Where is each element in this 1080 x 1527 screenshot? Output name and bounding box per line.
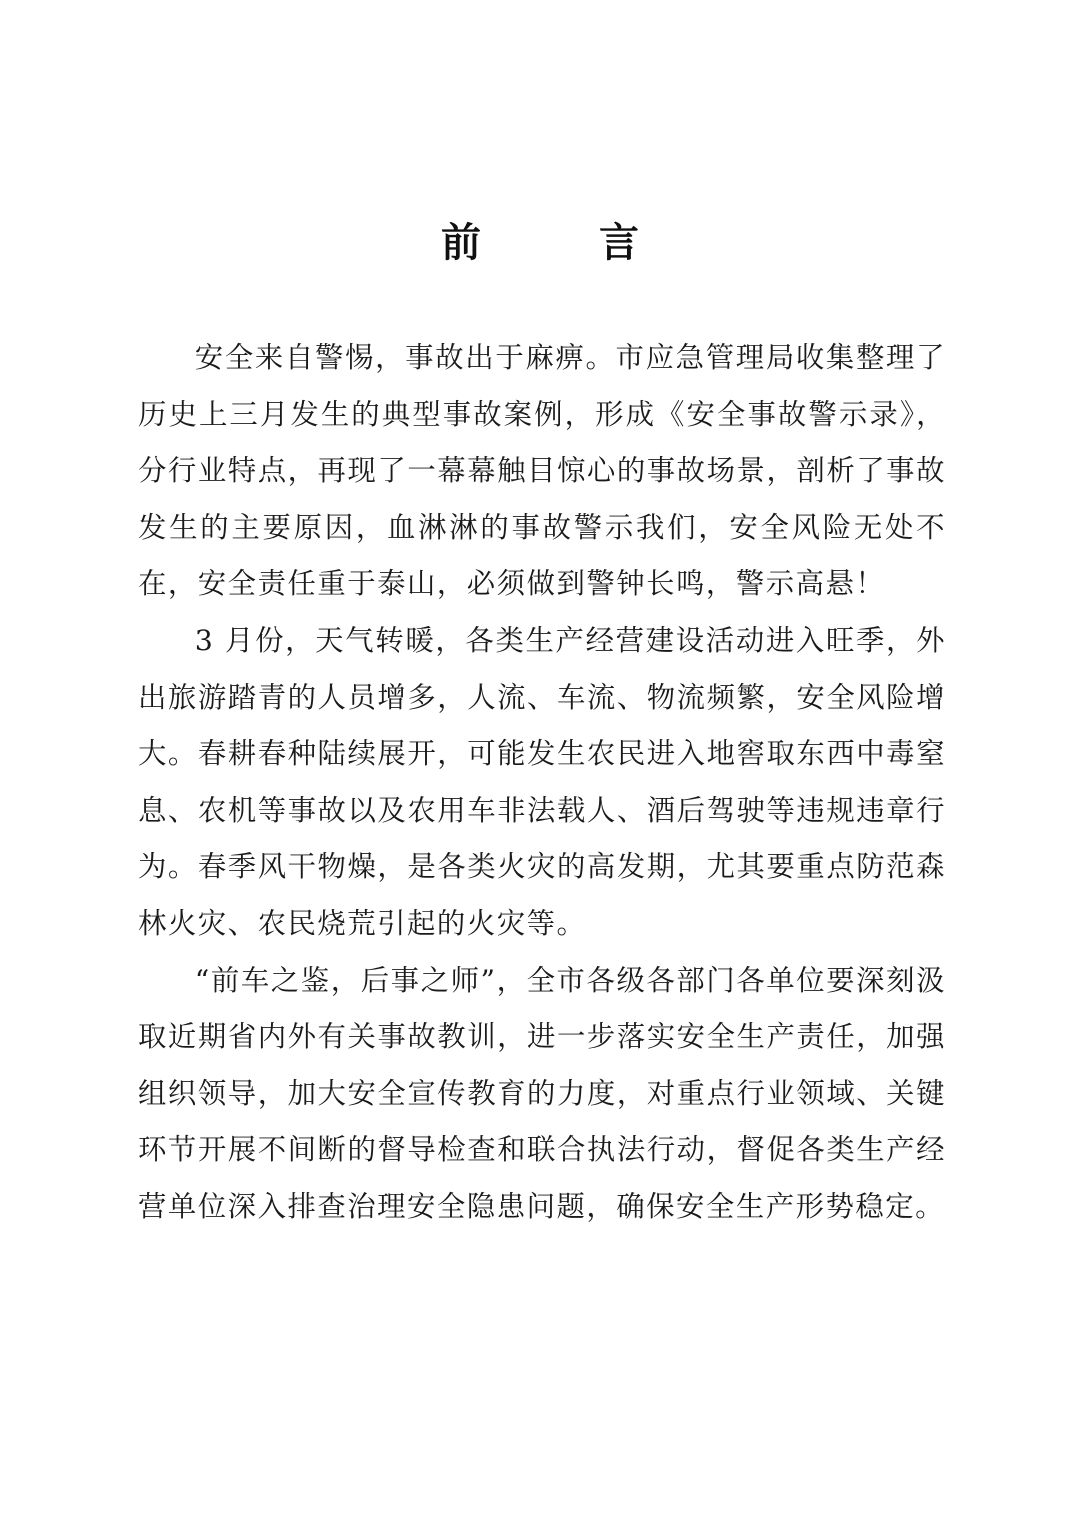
page-title: 前 言 [441, 219, 691, 266]
paragraph-3: “前车之鉴，后事之师”，全市各级各部门各单位要深刻汲取近期省内外有关事故教训，进一步落实安全生产责任，加强组织领导，加大安全宣传教育的力度，对重点行业领域、关键环节开展不间断的督导检查和联合执法行动，督促各类生产经营单位深入排查治理安全隐患问题，确保安全生产形势稳定。 [138, 963, 946, 1223]
paragraph-2: 3 月份，天气转暖，各类生产经营建设活动进入旺季，外出旅游踏青的人员增多，人流、车流、物流频繁，安全风险增大。春耕春种陆续展开，可能发生农民进入地窖取东西中毒窒息、农机等事故以及农用车非法载人、酒后驾驶等违规违章行为。春季风干物燥，是各类火灾的高发期，尤其要重点防范森林火灾、农民烧荒引起的火灾等。 [138, 623, 946, 940]
paragraph-1: 安全来自警惕，事故出于麻痹。市应急管理局收集整理了历史上三月发生的典型事故案例，形成《安全事故警示录》，分行业特点，再现了一幕幕触目惊心的事故场景，剖析了事故发生的主要原因，血淋淋的事故警示我们，安全风险无处不在，安全责任重于泰山，必须做到警钟长鸣，警示高悬！ [138, 341, 946, 601]
document-body [138, 330, 946, 1236]
